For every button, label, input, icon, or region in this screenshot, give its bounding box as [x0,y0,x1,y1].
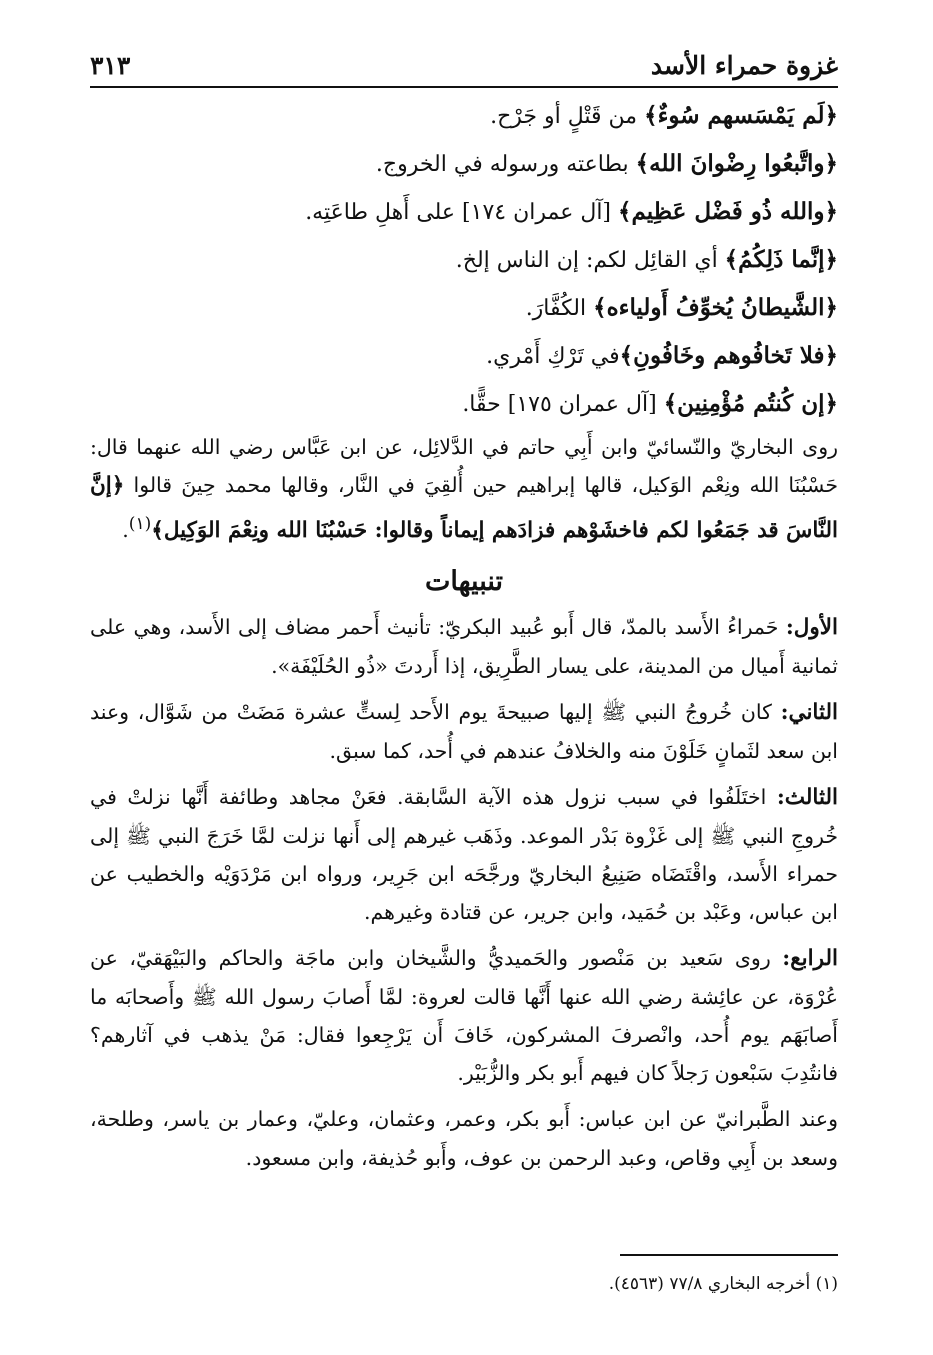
verse-comment: أي القائِل لكم: إن الناس إلخ. [455,248,725,273]
footnote-ref: (١) [128,514,152,534]
verse-quote: ﴿فلا تَخافُوهم وخَافُونِ﴾ [619,342,838,369]
verse-comment: الكُفَّارَ. [525,296,594,321]
page-header [90,28,838,88]
verse-comment: [آل عمران ١٧٤] على أَهلِ طاعَتِه. [305,200,619,225]
verse-line [90,236,838,284]
verse-comment: من قَتْلٍ أو جَرْح. [490,104,645,129]
note-paragraph [90,693,838,770]
note-paragraph [90,1100,838,1177]
verse-comment: [آل عمران ١٧٥] حقًّا. [462,392,664,417]
verse-line [90,284,838,332]
verse-quote: ﴿والله ذُو فَضْل عَظِيم﴾ [618,198,838,225]
note-text: حَمراءُ الأَسد بالمدّ، قال أَبو عُبيد البكريّ: تأنيث أَحمر مضاف إلى الأَسد، وهي على ثمانية أَميال من المدينة، على يسار الطَّرِيق، إذا أَردتَ «ذُو الحُلَيْفَة». [90,614,838,678]
note-lead: الرابع: [782,945,838,971]
note-lead: الثالث: [776,784,838,810]
note-text: روى سَعيد بن مَنْصور والحَميديُّ والشَّيخان وابن ماجَة والحاكم والبَيْهَقيّ، عن عُرْوَة، عن عائِشة رضي الله عنها أَنَّها قالت لعروة: لمَّا أَصابَ رسول الله ﷺ وأَصحابَه ما أَصابَهَم يوم أُحد، وانْصرفَ المشركون، خَافَ أَن يَرْجِعوا فقال: مَنْ يذهب في آثارهم؟ فانتُدِبَ سَبْعون رَجلاً كان فيهم أَبو بكر والزُّبَيْر. [90,945,838,1085]
note-text: وعند الطَّبرانيّ عن ابن عباس: أَبو بكر، وعمر، وعثمان، وعليّ، وعمار بن ياسر، وطلحة، وسعد بن أَبِي وقاص، وعبد الرحمن بن عوف، وأَبو حُذيفة، وابن مسعود. [90,1106,838,1170]
verse-quote: ﴿إنَّما ذَلِكُمُ﴾ [724,246,838,273]
verse-quote: ﴿واتَّبعُوا رِضْوانَ الله﴾ [635,150,838,177]
narration-end: . [122,517,129,542]
narration-paragraph [90,428,838,550]
page-number: ٣١٣ [90,51,131,80]
verse-line [90,92,838,140]
note-lead: الأول: [785,614,838,640]
note-text: كان خُروجُ النبي ﷺ إليها صبيحةَ يوم الأَحد لِستٍّ عشرة مَضَتْ من شَوَّال، وعند ابن سعد لثَمانٍ خَلَوْنَ منه والخلافُ عندهم في أُحد، كما سبق. [90,699,838,763]
note-paragraph [90,778,838,931]
verse-comment: في تَرْكِ أَمْري. [486,344,620,369]
verse-quote: ﴿لَم يَمْسَسهم سُوءٌ﴾ [644,102,838,129]
running-title: غزوة حمراء الأسد [650,51,838,80]
page-body [90,92,838,1177]
verse-quote: ﴿الشَّيطانُ يُخوِّفُ أَولياءه﴾ [593,294,838,321]
section-heading: تنبيهات [424,565,504,597]
verse-comment: بطاعته ورسوله في الخروج. [375,152,636,177]
note-paragraph [90,939,838,1092]
footnote-divider [620,1254,838,1256]
footnote: (١) أخرجه البخاري ٧٧/٨ (٤٥٦٣). [608,1274,838,1294]
verse-line [90,332,838,380]
note-paragraph [90,608,838,685]
narration-quote: ﴿إنَّ النَّاسَ قد جَمَعُوا لكم فاخشَوْهم فزادَهم إيماناً وقالوا: حَسْبُنَا الله ونِعْمَ الوَكِيل﴾ [90,473,838,543]
verse-line [90,188,838,236]
verse-quote: ﴿إن كُنتُم مُؤْمِنِين﴾ [663,390,838,417]
narration-text: روى البخاريّ والنّسائيّ وابن أَبِي حاتم في الدَّلائِل، عن ابن عَبَّاس رضي الله عنهما قال: حَسْبُنَا الله ونِعْم الوَكيل، قالها إبراهيم حين أُلقِيَ في النَّار، وقالها محمد حِينَ قالوا [90,435,838,497]
verse-line [90,380,838,428]
note-text: اختَلَفُوا في سبب نزول هذه الآية السَّابقة. فعَنْ مجاهد وطائفة أَنَّها نزلتْ في خُروجِ النبي ﷺ إلى غَزْوة بَدْر الموعد. وذَهَب غيرهم إلى أَنها نزلت لمَّا خَرَجَ النبي ﷺ إلى حمراء الأَسد، واقْتَضَاه صَنِيعُ البخاريّ ورجَّحَه ابن جَرِير، ورواه ابن مَرْدَوَيْه والخطيب عن ابن عباس، وعَبْد بن حُمَيد، وابن جرير، عن قتادة وغيرهم. [90,784,838,924]
note-lead: الثاني: [780,699,838,725]
verse-line [90,140,838,188]
